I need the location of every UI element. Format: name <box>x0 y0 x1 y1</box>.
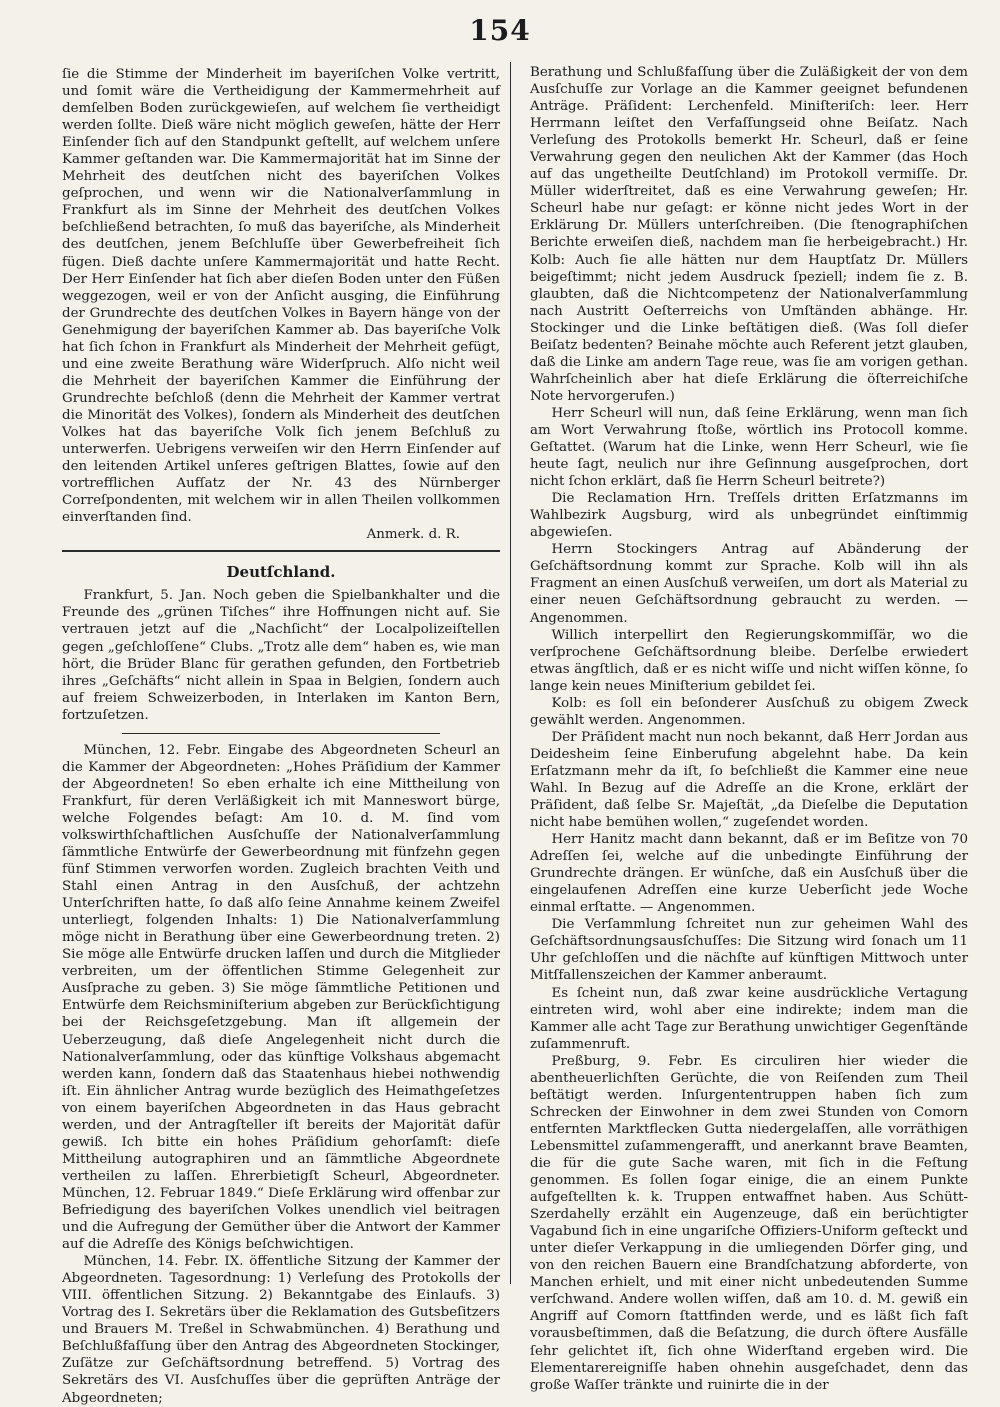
article-paragraph: Die Reclamation Hrn. Treſſels dritten Erſatzmanns im Wahlbezirk Augsburg, wird als unbegründet einſtimmig abgewieſen. <box>530 491 968 541</box>
article-paragraph: Herr Hanitz macht dann bekannt, daß er im Beſitze von 70 Adreſſen ſei, welche auf die unbedingte Einführung der Grundrechte drängen. Er wünſche, daß ein Ausſchuß über die eingelaufenen Adreſſen eine kurze Ueberſicht jede Woche einmal erſtatte. — Angenommen. <box>530 832 968 916</box>
column-divider <box>510 62 511 1284</box>
left-column <box>62 66 500 1407</box>
article-frankfurt: Frankfurt, 5. Jan. Noch geben die Spielbankhalter und die Freunde des „grünen Tiſches“ ihre Hoffnungen nicht auf. Sie vertrauen jetzt auf die „Nachſicht“ der Localpolizeiſtellen gegen „geſchloſſene“ Clubs. „Trotz alle dem“ haben es, wie man hört, die Brüder Blanc für gerathen gefunden, den Fortbetrieb ihres „Geſchäfts“ nicht allein in Spaa in Belgien, ſondern auch auf freiem Schweizerboden, in Interlaken im Kanton Bern, fortzuſetzen. <box>62 588 500 723</box>
article-pressburg: Preßburg, 9. Febr. Es circuliren hier wieder die abentheuerlichſten Gerüchte, die von Reiſenden zum Theil beſtätigt werden. Inſurgententruppen haben ſich zum Schrecken der Einwohner in dem zwei Stunden von Comorn entfernten Marktflecken Gutta niedergelaſſen, alle vorräthigen Lebensmittel zuſammengerafft, und anerkannt brave Beamten, die für die gute Sache waren, mit ſich in die Feſtung genommen. Es ſollen ſogar einige, die an einem Punkte aufgeſtellten k. k. Truppen entwaffnet haben. Aus Schütt-Szerdahelly erzählt ein Augenzeuge, daß ein berüchtigter Vagabund ſich in eine ungariſche Offiziers-Uniform geſteckt und unter dieſer Verkappung in die umliegenden Dörfer ging, und von den reichen Bauern eine Brandſchatzung abforderte, von Manchen erhielt, und mit einer nicht unbedeutenden Summe verſchwand. Andere wollen wiſſen, daß am 10. d. M. gewiß ein Angriff auf Comorn ſtattfinden werde, und es läßt ſich faſt vorausbeſtimmen, daß die Beſatzung, die durch öftere Ausfälle ſehr gelichtet iſt, ſich ohne Widerſtand ergeben wird. Die Elementarereigniſſe haben ohnehin ausgeſchadet, denn das große Waſſer tränkte und ruinirte die in der <box>530 1053 968 1393</box>
article-muenchen-14: München, 14. Febr. IX. öffentliche Sitzung der Kammer der Abgeordneten. Tagesordnung: 1) Verleſung des Protokolls der VIII. öffentlichen Sitzung. 2) Bekanntgabe des Einlaufs. 3) Vortrag des I. Sekretärs über die Reklamation des Gutsbeſitzers und Brauers M. Treßel in Schwabmünchen. 4) Berathung und Beſchlußfaſſung über den Antrag des Abgeordneten Stockinger, Zuſätze zur Geſchäftsordnung betreffend. 5) Vortrag des Sekretärs des VI. Ausſchuſſes über die geprüften Anträge der Abgeordneten; <box>62 1254 500 1406</box>
editor-note-signature: Anmerk. d. R. <box>366 527 460 543</box>
section-rule <box>62 550 500 552</box>
article-paragraph: Berathung und Schlußfaſſung über die Zuläßigkeit der von dem Ausſchuſſe zur Vorlage an die Kammer geeignet befundenen Anträge. Präſident: Lerchenfeld. Miniſteriſch: leer. Herr Herrmann leiſtet den Verfaſſungseid ohne Beiſatz. Nach Verleſung des Protokolls bemerkt Hr. Scheurl, daß er ſeine Verwahrung gegen den neulichen Akt der Kammer (das Hoch auf das ungetheilte Deutſchland) im Protokoll vermiſſe. Dr. Müller widerſtreitet, daß es eine Verwahrung geweſen; Hr. Scheurl habe nur geſagt: er könne nicht jedes Wort in der Erklärung Dr. Müllers unterſchreiben. (Die ſtenographiſchen Berichte erweiſen dieß, nachdem man ſie herbeigebracht.) Hr. Kolb: Auch ſie alle hätten nur dem Hauptſatz Dr. Müllers beigeſtimmt; nicht jedem Ausdruck ſpeziell; indem ſie z. B. glaubten, daß die Nichtcompetenz der Nationalverſammlung nach Austritt Oeſterreichs von Umſtänden abhänge. Hr. Stockinger und die Linke beſtätigen dieß. (Was ſoll dieſer Beiſatz bedenten? Beinahe möchte auch Referent jetzt glauben, daß die Linke am andern Tage reue, was ſie am vorigen gethan. Wahrſcheinlich aber hat dieſe Erklärung die öſterreichiſche Note hervorgerufen.) <box>530 65 968 404</box>
article-paragraph: Es ſcheint nun, daß zwar keine ausdrückliche Vertagung eintreten wird, wohl aber eine indirekte; indem man die Kammer alle acht Tage zur Berathung unwichtiger Gegenſtände zuſammenruft. <box>530 985 968 1052</box>
article-paragraph: Die Verſammlung ſchreitet nun zur geheimen Wahl des Geſchäftsordnungsausſchuſſes: Die Sitzung wird ſonach um 11 Uhr geſchloſſen und die nächſte auf künftigen Mittwoch unter Mitſfallenszeichen der Kammer anberaumt. <box>530 917 968 984</box>
article-paragraph: Willich interpellirt den Regierungskommiſſär, wo die verſprochene Geſchäftsordnung bleibe. Derſelbe erwiedert etwas ängſtlich, daß er es nicht wiſſe und nicht wiſſen könne, ſo lange kein neues Miniſterium gebildet ſei. <box>530 627 968 694</box>
article-rule <box>122 733 440 734</box>
article-paragraph: Herr Scheurl will nun, daß ſeine Erklärung, wenn man ſich am Wort Verwahrung ſtoße, wörtlich ins Protocoll komme. Geſtattet. (Warum hat die Linke, wenn Herr Scheurl, wie ſie heute ſagt, neulich nur ihre Geſinnung ausgeſprochen, dort nicht ſchon erklärt, daß ſie Herrn Scheurl beitrete?) <box>530 405 968 490</box>
right-column <box>530 64 968 1394</box>
article-paragraph: Kolb: es ſoll ein beſonderer Ausſchuß zu obigem Zweck gewählt werden. Angenommen. <box>530 695 968 728</box>
editor-note-paragraph: ſie die Stimme der Minderheit im bayeriſchen Volke vertritt, und ſomit wäre die Vertheidigung der Kammermehrheit auf demſelben Boden zurückgewieſen, auf welchem ſie vertheidigt werden ſollte. Dieß wäre nicht möglich geweſen, hätte der Herr Einſender ſich auf den Standpunkt geſtellt, auf welchem unſere Kammer geſtanden war. Die Kammermajorität hat im Sinne der Mehrheit des deutſchen nicht des bayeriſchen Volkes geſprochen, und wenn wir die Nationalverſammlung in Frankfurt als im Sinne der Mehrheit des deutſchen Volkes beſchließend betrachten, ſo muß das bayeriſche, als Minderheit des deutſchen, jenem Beſchluſſe über Gewerbefreiheit ſich fügen. Dieß dachte unſere Kammermajorität und hatte Recht. Der Herr Einſender hat ſich aber dieſen Boden unter den Füßen weggezogen, weil er von der Anſicht ausging, die Einführung der Grundrechte des deutſchen Volkes in Bayern hänge von der Genehmigung der bayeriſchen Kammer ab. Das bayeriſche Volk hat ſich ſchon in Frankfurt als Minderheit der Mehrheit gefügt, und eine zweite Berathung wäre Widerſpruch. Alſo nicht weil die Mehrheit der bayeriſchen Kammer die Einführung der Grundrechte beſchloß (denn die Mehrheit der Kammer vertrat die Minorität des Volkes), ſondern als Minderheit des deutſchen Volkes hat das bayeriſche Volk ſich jenem Beſchluß zu unterwerfen. Uebrigens verweiſen wir den Herrn Einſender auf den leitenden Artikel unſeres geſtrigen Blattes, ſowie auf den vortrefflichen Aufſatz der Nr. 43 des Nürnberger Correſpondenten, mit welchem wir in allen Theilen vollkommen einverſtanden ſind. <box>62 67 500 526</box>
page-number: 154 <box>469 14 531 47</box>
article-muenchen-12: München, 12. Febr. Eingabe des Abgeordneten Scheurl an die Kammer der Abgeordneten: „Hohes Präſidium der Kammer der Abgeordneten! So eben erhalte ich eine Mittheilung von Frankfurt, für deren Verläßigkeit ich mit Manneswort bürge, welche Folgendes beſagt: Am 10. d. M. ſind vom volkswirthſchaftlichen Ausſchuſſe der Nationalverſammlung ſämmtliche Entwürfe der Gewerbeordnung mit fünfzehn gegen fünf Stimmen verworfen worden. Zugleich brachten Veith und Stahl einen Antrag in den Ausſchuß, der achtzehn Unterſchriften hatte, ſo daß alſo ſeine Annahme keinem Zweifel unterliegt, folgenden Inhalts: 1) Die Nationalverſammlung möge nicht in Berathung über eine Gewerbeordnung treten. 2) Sie möge alle Entwürfe drucken laſſen und durch die Mitglieder verbreiten, um der öffentlichen Stimme Gelegenheit zur Ausſprache zu geben. 3) Sie möge ſämmtliche Petitionen und Entwürfe dem Reichsminiſterium abgeben zur Berückſichtigung bei der Reichsgeſetzgebung. Man iſt allgemein der Ueberzeugung, daß dieſe Angelegenheit nicht durch die Nationalverſammlung, oder das künftige Volkshaus abgemacht werden kann, ſondern daß das Staatenhaus hiebei nothwendig iſt. Ein ähnlicher Antrag wurde bezüglich des Heimathgeſetzes von einem bayeriſchen Abgeordneten in das Haus gebracht werden, und der Antragſteller iſt bereits der Majorität dafür gewiß. Ich bitte ein hohes Präſidium gehorſamſt: dieſe Mittheilung autographiren und an ſämmtliche Abgeordnete vertheilen zu laſſen. Ehrerbietigſt Scheurl, Abgeordneter. München, 12. Februar 1849.“ Dieſe Erklärung wird offenbar zur Befriedigung des bayeriſchen Volkes unendlich viel beitragen und die Aufregung der Gemüther über die Antwort der Kammer auf die Adreſſe des Königs beſchwichtigen. <box>62 742 500 1253</box>
article-paragraph: Der Präſident macht nun noch bekannt, daß Herr Jordan aus Deidesheim ſeine Einberufung abgelehnt habe. Da kein Erſatzmann mehr da iſt, ſo beſchließt die Kammer eine neue Wahl. In Bezug auf die Adreſſe an die Krone, erklärt der Präſident, daß ſelbe Sr. Majeſtät, „da Dieſelbe die Deputation nicht habe bemühen wollen,“ zugeſendet worden. <box>530 729 968 831</box>
section-title: Deutſchland. <box>226 563 336 582</box>
article-paragraph: Herrn Stockingers Antrag auf Abänderung der Geſchäftsordnung kommt zur Sprache. Kolb will ihn als Fragment an einen Ausſchuß verweiſen, um dort als Material zu einer neuen Geſchäftsordnung gebraucht zu werden. — Angenommen. <box>530 542 968 626</box>
